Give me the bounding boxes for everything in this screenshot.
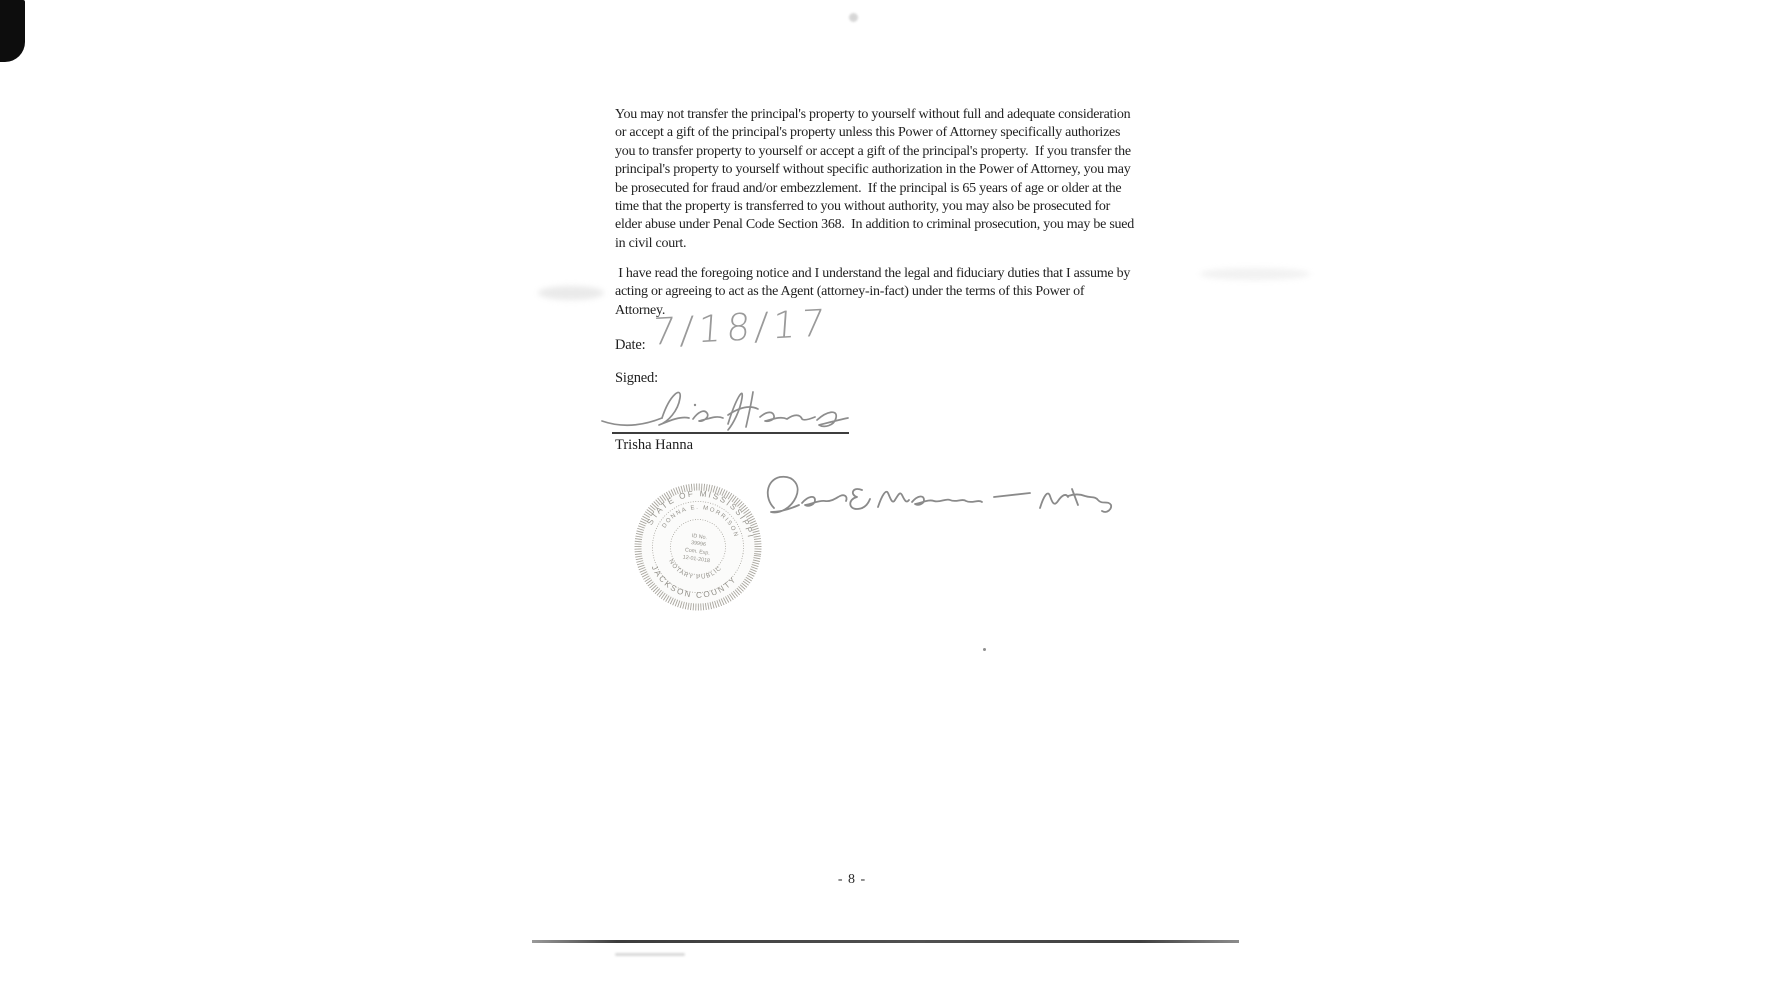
notary-stamp (631, 480, 765, 614)
scan-speck (849, 13, 858, 22)
stamp-id-number: 39996 (690, 540, 707, 549)
scan-smudge (615, 953, 685, 956)
scan-artifact-corner (0, 0, 25, 62)
footer-rule (532, 940, 1239, 943)
printed-name: Trisha Hanna (615, 437, 694, 453)
stamp-notary-name-text: DONNA E. MORRISON (661, 504, 739, 539)
notice-paragraph: You may not transfer the principal's property to yourself without full and adequate consideration or accept a gift of the principal's property unless this Power of Attorney specifically authorizes you to transfer property to yourself or accept a gift of the principal's property. If you transfer the principal's property to yourself without specific authorization in the Power of Attorney, you may be prosecuted for fraud and/or embezzlement. If the principal is 65 years of age or older at the time that the property is transferred to you without authority, you may also be prosecuted for elder abuse under Penal Code Section 368. In addition to criminal prosecution, you may be sued in civil court. (615, 107, 1135, 251)
signed-label: Signed: (615, 370, 658, 386)
handwritten-date: 7/18/17 (650, 301, 832, 354)
page-number: - 8 - (837, 872, 867, 887)
notary-signature (758, 466, 1114, 536)
stamp-county-text: JACKSON COUNTY (649, 563, 739, 600)
stamp-state-text: STATE OF MISSISSIPPI (645, 489, 756, 540)
stamp-id-label: ID No. (691, 533, 708, 542)
date-label: Date: (615, 337, 646, 353)
stamp-exp-label: Com. Exp. (684, 547, 711, 557)
principal-signature (598, 378, 856, 436)
scan-smudge (538, 286, 604, 300)
stamp-exp-date: 12-01-2018 (682, 554, 711, 565)
acknowledgment-paragraph: I have read the foregoing notice and I understand the legal and fiduciary duties that I assume by acting or agreeing to act as the Agent (attorney-in-fact) under the terms of this Power of Attorney. (615, 266, 1131, 318)
scan-smudge (1200, 268, 1310, 280)
signature-line (612, 432, 849, 434)
stamp-notary-public-text: NOTARY PUBLIC (667, 558, 724, 582)
scan-speck (983, 648, 986, 651)
